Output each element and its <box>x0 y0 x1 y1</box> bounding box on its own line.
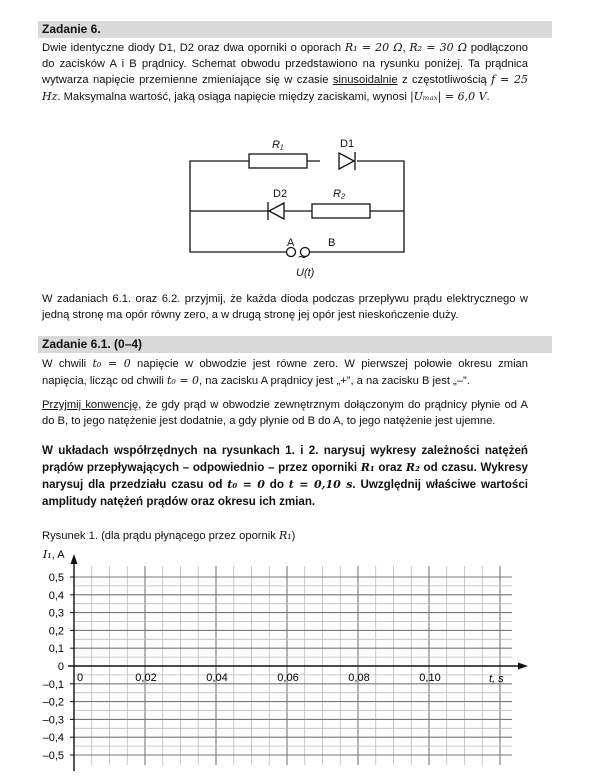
x-tick-label: 0,04 <box>206 672 228 684</box>
y-axis-arrow <box>71 554 78 564</box>
x-tick-label: 0,08 <box>348 672 370 684</box>
d1-label: D1 <box>340 138 355 150</box>
y-tick-label: 0,5 <box>48 572 64 584</box>
subtask-paragraph-2: Przyjmij konwencję, że gdy prąd w obwodzie zewnętrznym dołączonym do prądnicy płynie od A do B, to jego natężenie jest dodatnie, a gdy płynie od B do A, to jego natężenie jest ujemne. <box>42 399 528 427</box>
y-axis-label: I₁, A <box>43 548 65 561</box>
y-tick-label: 0,4 <box>48 589 64 602</box>
task-title: Zadanie 6. <box>38 21 552 38</box>
y-tick-label: 0,2 <box>48 625 64 638</box>
terminal-a-label: A <box>287 237 295 249</box>
y-tick-label: –0,3 <box>42 714 64 727</box>
source-label: U(t) <box>296 267 315 279</box>
diode-note: W zadaniach 6.1. oraz 6.2. przyjmij, że każda dioda podczas przepływu prądu elektrycznego w jedną stronę ma opór równy zero, a w drugą stronę jej opór jest nieskończenie duży. <box>42 293 528 321</box>
y-tick-label: –0,2 <box>42 696 64 709</box>
y-tick-label: –0,1 <box>42 678 64 691</box>
subtask-paragraph-1: W chwili t₀ = 0 napięcie w obwodzie jest równe zero. W pierwszej połowie okresu zmian napięcia, licząc od chwili t₀ = 0, na zacisku A prądnicy jest „+”, a na zacisku B jest „–”. <box>42 357 528 387</box>
y-tick-label: –0,4 <box>42 732 64 745</box>
graph-tick-labels <box>43 572 441 762</box>
y-tick-label: 0,1 <box>48 643 64 656</box>
x-axis-arrow <box>518 663 528 670</box>
tilde-symbol: ~ <box>298 249 307 265</box>
r1-label: R₁ <box>272 139 284 151</box>
task-intro: Dwie identyczne diody D1, D2 oraz dwa oporniki o oporach R₁ = 20 Ω, R₂ = 30 Ω podłączono do zacisków A i B prądnicy. Schemat obwodu przedstawiono na rysunku poniżej. Ta prądnica wytwarza napięcie przemienne zmieniające się w czasie sinusoidalnie z częstotliwością f = 25 Hz. Maksymalna wartość, jaką osiąga napięcie między zaciskami, wynosi |Uₘₐₓ| = 6,0 V. <box>42 41 529 104</box>
x-tick-label: 0 <box>77 672 84 684</box>
r2-label: R₂ <box>333 188 346 200</box>
graph-axes <box>68 554 528 771</box>
y-tick-label: –0,5 <box>42 750 64 762</box>
x-axis-label: t, s <box>489 673 504 685</box>
d2-label: D2 <box>273 188 288 200</box>
instruction-paragraph: W układach współrzędnych na rysunkach 1. i 2. narysuj wykresy zależności natężeń prądów przepływających – odpowiednio – przez oporniki R₁ oraz R₂ od czasu. Wykresy narysuj dla przedziału czasu od t₀ = 0 do t = 0,10 s. Uwzględnij właściwe wartości amplitudy natężeń prądów oraz okresu ich zmian. <box>42 444 528 508</box>
y-tick-label: 0 <box>57 661 64 673</box>
terminal-b-label: B <box>328 237 336 249</box>
x-tick-label: 0,02 <box>135 672 157 684</box>
figure-caption: Rysunek 1. (dla prądu płynącego przez opornik R₁) <box>42 529 296 542</box>
y-tick-label: 0,3 <box>48 607 64 620</box>
subtask-title: Zadanie 6.1. (0–4) <box>38 336 552 353</box>
x-tick-label: 0,10 <box>419 672 441 684</box>
x-tick-label: 0,06 <box>277 672 299 684</box>
